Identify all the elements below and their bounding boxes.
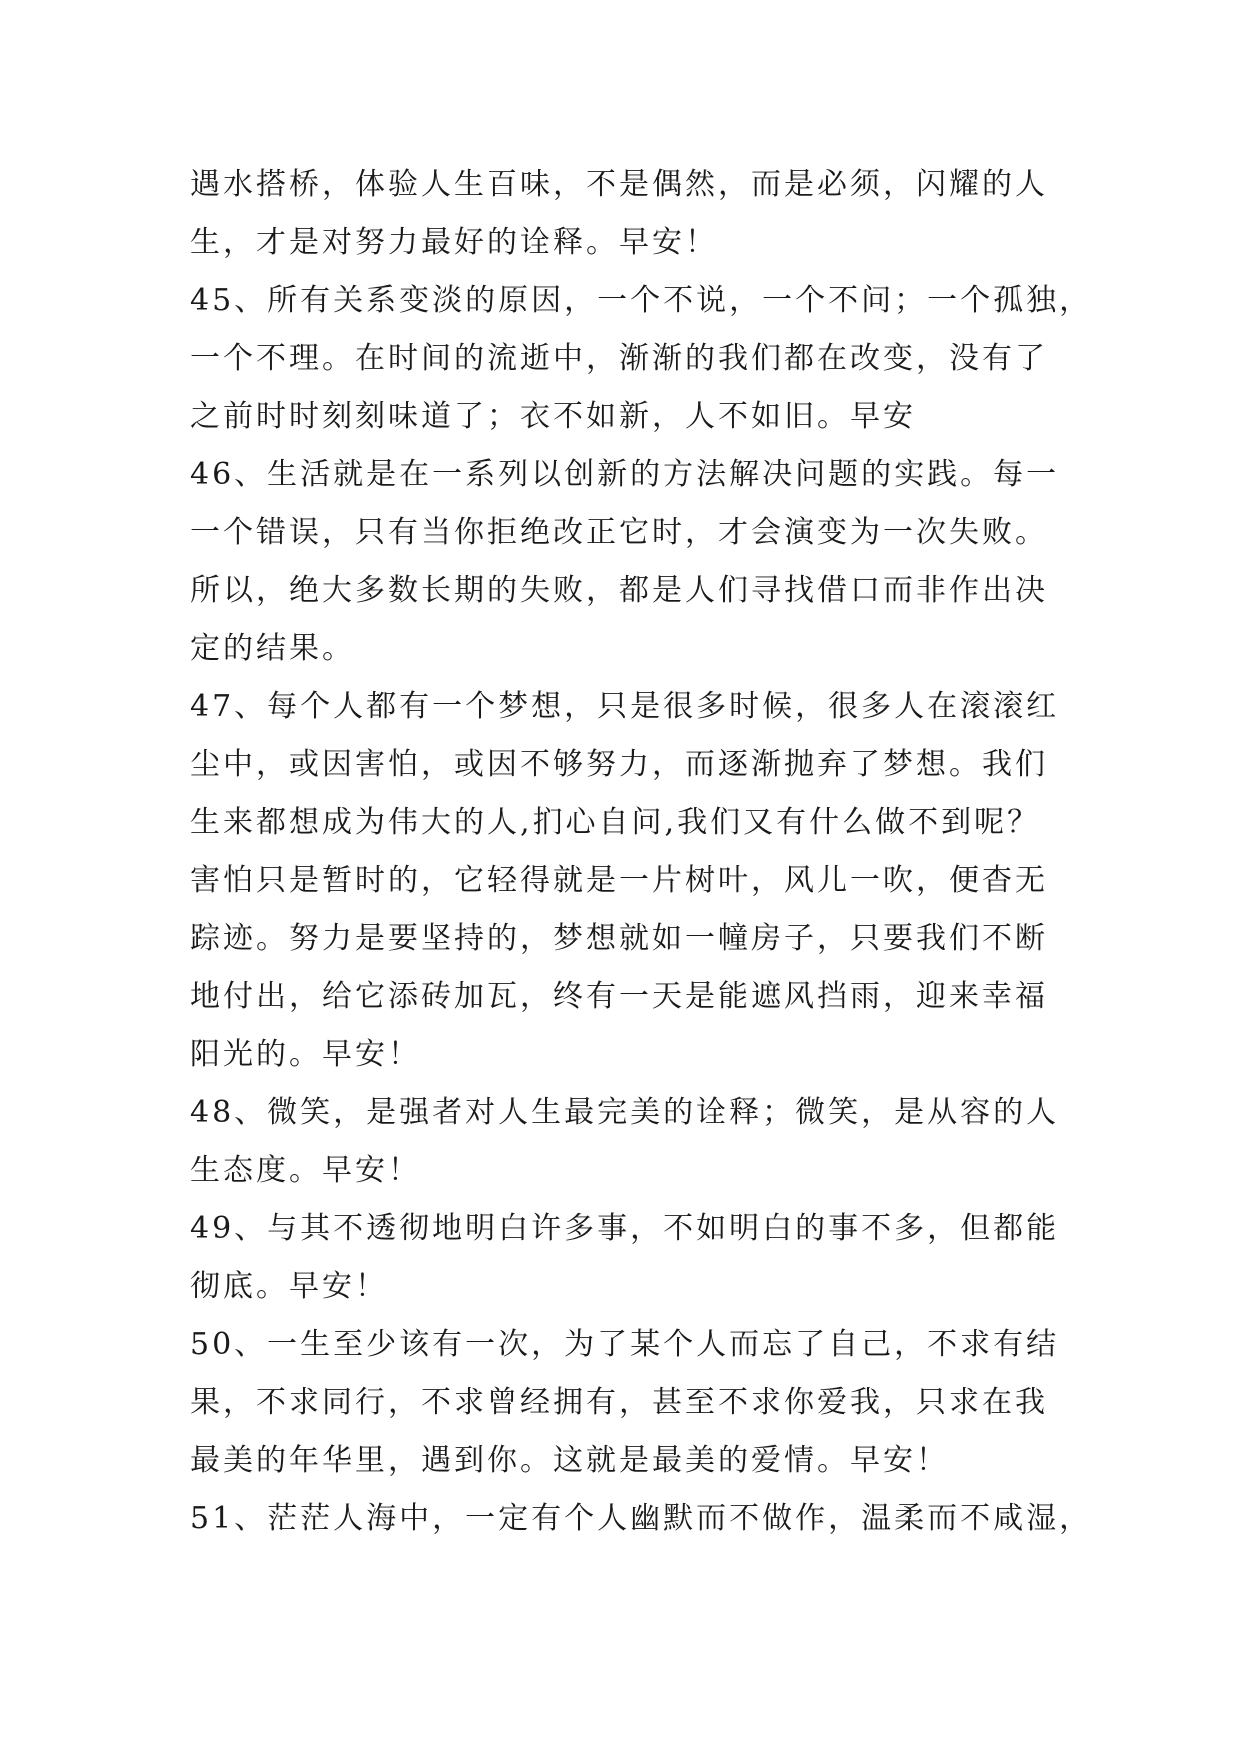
text-line: 彻底。早安！ bbox=[190, 1269, 388, 1304]
text-line: 生态度。早安！ bbox=[190, 1153, 421, 1188]
text-line: 49、与其不透彻地明白许多事，不如明白的事不多，但都能 bbox=[190, 1211, 1060, 1246]
text-line: 50、一生至少该有一次，为了某个人而忘了自己，不求有结 bbox=[190, 1327, 1060, 1362]
text-line: 阳光的。早安！ bbox=[190, 1037, 421, 1072]
text-line: 遇水搭桥，体验人生百味，不是偶然，而是必须，闪耀的人 bbox=[190, 167, 1048, 202]
text-line: 一个不理。在时间的流逝中，渐渐的我们都在改变，没有了 bbox=[190, 341, 1048, 376]
text-line: 害怕只是暂时的，它轻得就是一片树叶，风儿一吹，便杳无 bbox=[190, 863, 1048, 898]
text-line: 45、所有关系变淡的原因，一个不说，一个不问；一个孤独， bbox=[190, 283, 1093, 318]
text-line: 最美的年华里，遇到你。这就是最美的爱情。早安！ bbox=[190, 1443, 949, 1478]
text-line: 地付出，给它添砖加瓦，终有一天是能遮风挡雨，迎来幸福 bbox=[190, 979, 1048, 1014]
text-line: 定的结果。 bbox=[190, 631, 355, 666]
text-line: 所以，绝大多数长期的失败，都是人们寻找借口而非作出决 bbox=[190, 573, 1048, 608]
body-text bbox=[190, 156, 1093, 1548]
text-line: 之前时时刻刻味道了；衣不如新，人不如旧。早安 bbox=[190, 399, 916, 434]
text-line: 踪迹。努力是要坚持的，梦想就如一幢房子，只要我们不断 bbox=[190, 921, 1048, 956]
text-line: 46、生活就是在一系列以创新的方法解决问题的实践。每一 bbox=[190, 457, 1060, 492]
text-line: 48、微笑，是强者对人生最完美的诠释；微笑，是从容的人 bbox=[190, 1095, 1060, 1130]
text-line: 51、茫茫人海中，一定有个人幽默而不做作，温柔而不咸湿， bbox=[190, 1501, 1093, 1536]
text-line: 47、每个人都有一个梦想，只是很多时候，很多人在滚滚红 bbox=[190, 689, 1060, 724]
text-line: 一个错误，只有当你拒绝改正它时，才会演变为一次失败。 bbox=[190, 515, 1048, 550]
text-line: 生，才是对努力最好的诠释。早安！ bbox=[190, 225, 718, 260]
text-line: 生来都想成为伟大的人,扪心自问,我们又有什么做不到呢？ bbox=[190, 805, 1041, 840]
text-line: 尘中，或因害怕，或因不够努力，而逐渐抛弃了梦想。我们 bbox=[190, 747, 1048, 782]
text-line: 果，不求同行，不求曾经拥有，甚至不求你爱我，只求在我 bbox=[190, 1385, 1048, 1420]
